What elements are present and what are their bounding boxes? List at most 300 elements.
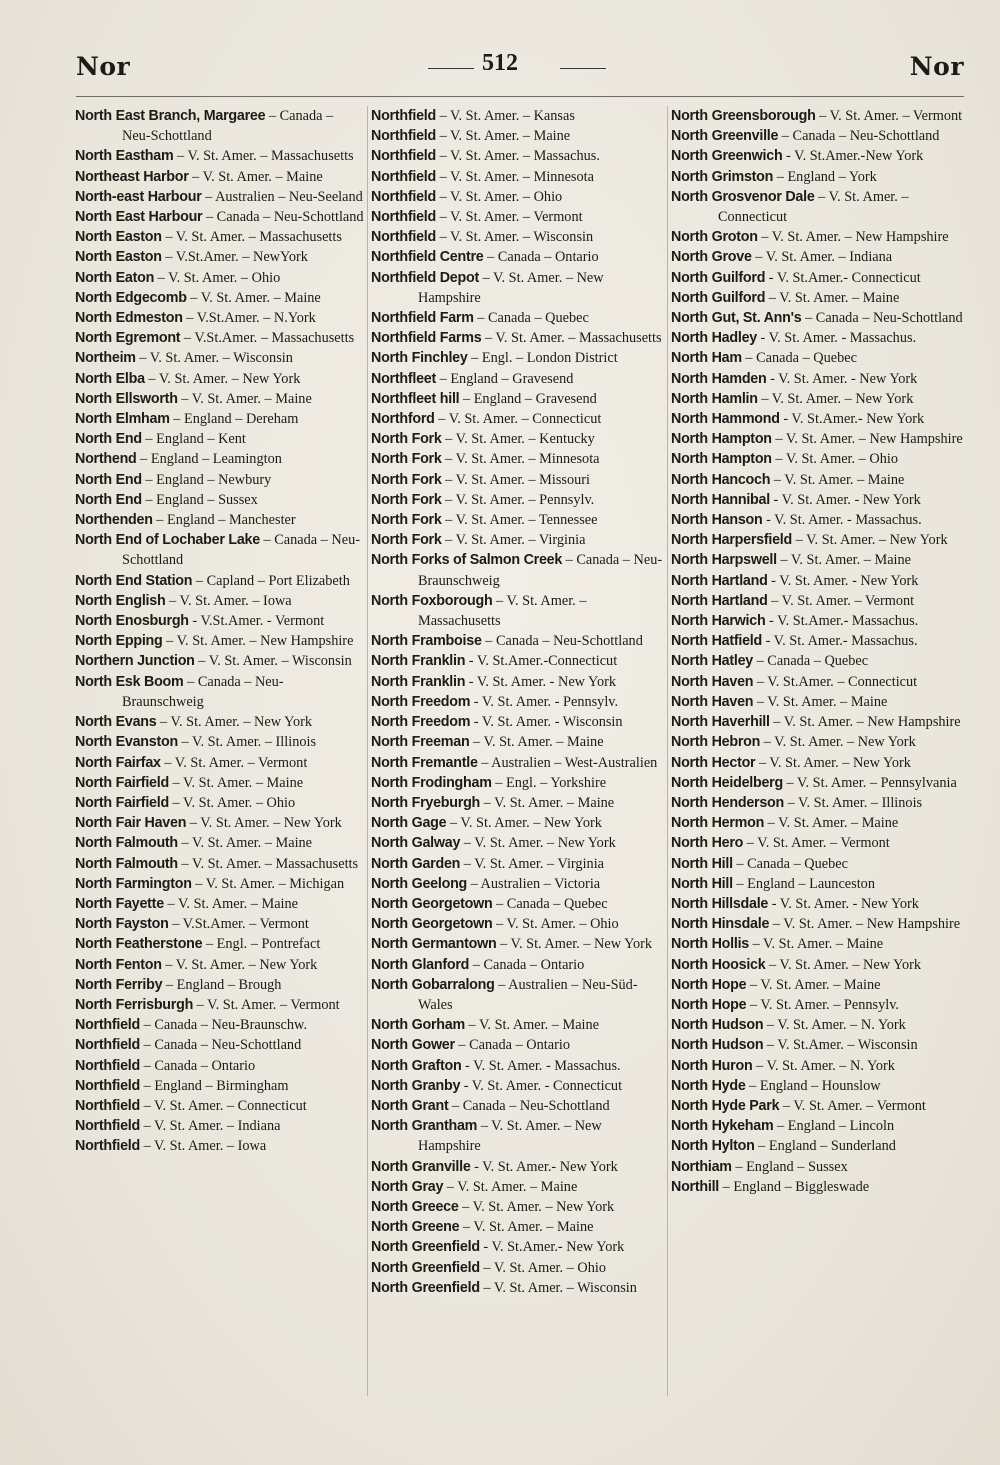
gazetteer-entry bbox=[371, 712, 664, 732]
place-location: – V. St. Amer. – Iowa bbox=[140, 1138, 267, 1155]
place-location: – V. St. Amer. – Pennsylv. bbox=[441, 491, 595, 508]
place-name: North Esk Boom bbox=[75, 673, 184, 690]
place-location: – V. St. Amer. – New Hampshire bbox=[418, 269, 604, 306]
place-name: North Finchley bbox=[371, 350, 468, 367]
place-name: North Ferrisburgh bbox=[75, 996, 194, 1013]
gazetteer-entry bbox=[671, 874, 969, 894]
place-name: North Harpersfield bbox=[671, 532, 793, 549]
gazetteer-entry bbox=[371, 753, 664, 773]
place-name: North Hinsdale bbox=[671, 916, 770, 933]
place-name: North Glanford bbox=[371, 956, 470, 973]
gazetteer-entry bbox=[371, 1116, 664, 1156]
place-name: North Hatley bbox=[671, 653, 753, 670]
place-name: North End bbox=[75, 431, 142, 448]
gazetteer-entry bbox=[371, 1177, 664, 1197]
place-location: – Canada – Neu-Schottland bbox=[122, 108, 334, 145]
place-name: North Gorham bbox=[371, 1017, 465, 1034]
place-name: North Heidelberg bbox=[671, 774, 783, 791]
place-location: – Canada – Neu-Schottland bbox=[778, 128, 940, 145]
place-name: North Guilford bbox=[671, 289, 766, 306]
place-name: North Hermon bbox=[671, 815, 765, 832]
place-name: Northfield bbox=[75, 1017, 141, 1034]
gazetteer-entry bbox=[371, 874, 664, 894]
place-name: North Granby bbox=[371, 1077, 461, 1094]
place-name: North Greenwich bbox=[671, 148, 783, 165]
place-location: – V. St. Amer. – Maine bbox=[177, 835, 313, 852]
place-location: - V. St. Amer. - New York bbox=[767, 572, 919, 589]
gazetteer-entry bbox=[671, 530, 969, 550]
place-location: – V. St. Amer. – Maine bbox=[459, 1219, 594, 1236]
column-divider bbox=[667, 106, 668, 1396]
gazetteer-entry bbox=[75, 854, 365, 874]
place-location: – V. St. Amer. – Maine bbox=[177, 390, 312, 407]
gazetteer-entry bbox=[75, 813, 365, 833]
place-location: – V. St. Amer. – Vermont bbox=[815, 108, 963, 124]
place-location: – Canada – Neu-Braunschweig bbox=[122, 673, 284, 710]
place-location: - V. St.Amer.- Massachus. bbox=[765, 613, 919, 630]
gazetteer-entry bbox=[371, 530, 664, 550]
place-name: North Hancoch bbox=[671, 471, 771, 488]
place-name: North Hector bbox=[671, 754, 756, 771]
place-name: Northeast Harbor bbox=[75, 168, 189, 185]
place-name: North Hudson bbox=[671, 1037, 764, 1054]
gazetteer-entry bbox=[671, 268, 969, 288]
place-name: North Fork bbox=[371, 471, 442, 488]
place-location: – Canada – Neu-Schottland bbox=[448, 1097, 610, 1114]
running-head-left: Nor bbox=[76, 52, 131, 81]
place-name: North End Station bbox=[75, 572, 193, 589]
gazetteer-entry bbox=[671, 288, 969, 308]
place-location: – Canada – Ontario bbox=[454, 1037, 570, 1054]
gazetteer-entry bbox=[75, 611, 365, 631]
place-name: North Franklin bbox=[371, 653, 466, 670]
place-location: – England – Leamington bbox=[136, 451, 282, 468]
place-name: North Hampton bbox=[671, 431, 772, 448]
gazetteer-entry bbox=[671, 348, 969, 368]
gazetteer-entry bbox=[75, 1015, 365, 1035]
place-name: North Haven bbox=[671, 693, 754, 710]
gazetteer-entry bbox=[671, 672, 969, 692]
place-name: North Geelong bbox=[371, 875, 468, 892]
place-name: Northfield bbox=[75, 1118, 141, 1135]
place-location: – V. St. Amer. – New Hampshire bbox=[771, 431, 963, 448]
gazetteer-entry bbox=[75, 449, 365, 469]
place-location: – V. St. Amer. – Maine bbox=[770, 471, 905, 488]
gazetteer-entry bbox=[75, 530, 365, 570]
place-name: North Gray bbox=[371, 1178, 444, 1195]
gazetteer-entry bbox=[671, 854, 969, 874]
place-name: Northfield bbox=[371, 108, 437, 124]
place-location: – V. St. Amer. – Maine bbox=[765, 289, 900, 306]
place-location: – V. St. Amer. – New Hampshire bbox=[757, 229, 949, 246]
place-name: North Greenville bbox=[671, 128, 779, 145]
gazetteer-entry bbox=[371, 348, 664, 368]
place-location: - V. St. Amer. - Massachus. bbox=[756, 330, 917, 347]
gazetteer-entry bbox=[371, 793, 664, 813]
gazetteer-entry bbox=[75, 510, 365, 530]
place-location: – Canada – Neu-Schottland bbox=[122, 532, 360, 569]
gazetteer-entry bbox=[371, 1237, 664, 1257]
gazetteer-entry bbox=[75, 409, 365, 429]
gazetteer-entry bbox=[371, 328, 664, 348]
gazetteer-entry bbox=[371, 167, 664, 187]
gazetteer-entry bbox=[75, 207, 365, 227]
place-name: North Foxborough bbox=[371, 592, 493, 609]
place-location: – V. St. Amer. – New York bbox=[792, 532, 948, 549]
place-location: – V.St.Amer. – Massachusetts bbox=[180, 330, 355, 347]
place-name: North Ham bbox=[671, 350, 742, 367]
place-location: – England – Hounslow bbox=[745, 1077, 881, 1094]
place-location: – V. St. Amer. – New York bbox=[156, 714, 313, 731]
place-name: North Hadley bbox=[671, 330, 757, 347]
place-location: – V. St. Amer. – New York bbox=[460, 835, 616, 852]
gazetteer-entry bbox=[671, 1177, 969, 1197]
place-location: – V. St. Amer. – Vermont bbox=[767, 592, 915, 609]
place-name: North Farmington bbox=[75, 875, 192, 892]
gazetteer-entry bbox=[671, 712, 969, 732]
place-location: – V. St.Amer. – Wisconsin bbox=[763, 1037, 918, 1054]
place-name: North Fryeburgh bbox=[371, 794, 481, 811]
place-location: – Canada – Quebec bbox=[753, 653, 869, 670]
gazetteer-entry bbox=[75, 1116, 365, 1136]
place-name: North Gut, St. Ann's bbox=[671, 310, 802, 327]
place-name: Northern Junction bbox=[75, 653, 195, 670]
place-location: – V. St. Amer. – Massachusetts bbox=[418, 592, 587, 630]
place-location: – V. St. Amer. – New York bbox=[161, 956, 318, 973]
place-name: North End bbox=[75, 491, 142, 508]
place-name: North Fairfax bbox=[75, 754, 161, 771]
place-location: – V. St. Amer. – New York bbox=[757, 390, 914, 407]
gazetteer-entry bbox=[75, 894, 365, 914]
place-location: – England – Gravesend bbox=[436, 370, 574, 387]
place-name: Northfield Farm bbox=[371, 310, 474, 327]
gazetteer-entry bbox=[371, 369, 664, 389]
place-location: – V. St. Amer. – New Hampshire bbox=[769, 916, 961, 933]
place-name: Northfleet hill bbox=[371, 390, 460, 407]
place-location: – V. St. Amer. – Maine bbox=[443, 1178, 578, 1195]
gazetteer-entry bbox=[75, 490, 365, 510]
gazetteer-entry bbox=[75, 1076, 365, 1096]
gazetteer-entry bbox=[75, 288, 365, 308]
place-location: – V. St. Amer. – Ohio bbox=[492, 916, 619, 933]
place-location: – England – Brough bbox=[162, 976, 282, 993]
place-name: North Georgetown bbox=[371, 916, 493, 933]
gazetteer-entry bbox=[371, 854, 664, 874]
gazetteer-entry bbox=[371, 631, 664, 651]
place-name: Northfield bbox=[75, 1097, 141, 1114]
place-name: North English bbox=[75, 592, 166, 609]
column-divider bbox=[367, 106, 368, 1396]
gazetteer-entry bbox=[371, 1217, 664, 1237]
place-location: – V. St. Amer. – Illinois bbox=[784, 794, 923, 811]
place-name: North Hope bbox=[671, 996, 747, 1013]
place-location: - V. St.Amer.- New York bbox=[479, 1239, 625, 1256]
place-location: – V. St. Amer. – Maine bbox=[764, 815, 899, 832]
place-name: Northfield Farms bbox=[371, 330, 482, 347]
place-location: - V. St. Amer.- New York bbox=[470, 1158, 618, 1175]
gazetteer-entry bbox=[75, 732, 365, 752]
place-location: – V. St. Amer. – Kentucky bbox=[441, 431, 595, 448]
place-location: - V. St. Amer. - Wisconsin bbox=[470, 714, 623, 731]
place-name: North Hatfield bbox=[671, 633, 763, 650]
gazetteer-entry bbox=[671, 591, 969, 611]
place-location: – Canada – Neu-Schottland bbox=[801, 310, 963, 327]
place-name: Northill bbox=[671, 1178, 720, 1195]
place-location: – V.St.Amer. – NewYork bbox=[161, 249, 308, 266]
place-name: North Freedom bbox=[371, 714, 471, 731]
place-name: North End bbox=[75, 471, 142, 488]
place-location: – Engl. – London District bbox=[467, 350, 618, 367]
place-name: North Gage bbox=[371, 815, 447, 832]
gazetteer-entry bbox=[371, 934, 664, 954]
gazetteer-entry bbox=[671, 470, 969, 490]
gazetteer-entry bbox=[671, 955, 969, 975]
place-location: – England – Launceston bbox=[732, 875, 875, 892]
gazetteer-entry bbox=[75, 369, 365, 389]
place-location: – Canada – Neu-Schottland bbox=[481, 633, 643, 650]
gazetteer-entry bbox=[75, 975, 365, 995]
place-name: North Ferriby bbox=[75, 976, 163, 993]
place-location: – V. St. Amer. – New Hampshire bbox=[418, 1118, 602, 1155]
place-location: - V. St. Amer. - Massachus. bbox=[762, 512, 922, 529]
place-name: North Germantown bbox=[371, 936, 497, 953]
place-location: – Canada – Neu-Schottland bbox=[140, 1037, 302, 1054]
place-location: – V. St. Amer. – Connecticut bbox=[434, 411, 602, 428]
place-name: North Greenfield bbox=[371, 1239, 480, 1256]
place-name: North Hampton bbox=[671, 451, 772, 468]
place-location: – England – Gravesend bbox=[459, 390, 597, 407]
place-location: – V. St. Amer. – Massachus. bbox=[436, 148, 600, 165]
place-name: North Freeman bbox=[371, 734, 470, 751]
gazetteer-entry bbox=[75, 914, 365, 934]
gazetteer-entry bbox=[671, 773, 969, 793]
gazetteer-entry bbox=[371, 1096, 664, 1116]
gazetteer-entry bbox=[671, 894, 969, 914]
place-location: – Capland – Port Elizabeth bbox=[192, 572, 350, 589]
place-location: – V. St. Amer. – Indiana bbox=[751, 249, 893, 266]
gazetteer-entry bbox=[371, 268, 664, 308]
place-name: Northfield bbox=[371, 188, 437, 205]
place-name: North Fayette bbox=[75, 895, 164, 912]
place-name: North Framboise bbox=[371, 633, 482, 650]
gazetteer-entry bbox=[371, 732, 664, 752]
gazetteer-entry bbox=[671, 914, 969, 934]
place-location: – V.St.Amer. – N.York bbox=[182, 310, 316, 327]
place-location: – V. St. Amer. – Virginia bbox=[460, 855, 605, 872]
gazetteer-entry bbox=[371, 1035, 664, 1055]
place-location: – Australien – West-Australien bbox=[477, 754, 658, 771]
gazetteer-entry bbox=[371, 591, 664, 631]
gazetteer-entry bbox=[371, 490, 664, 510]
place-name: North Fremantle bbox=[371, 754, 478, 771]
place-name: North Hoosick bbox=[671, 956, 766, 973]
gazetteer-entry bbox=[75, 268, 365, 288]
entry-column-1 bbox=[75, 106, 365, 1157]
gazetteer-entry bbox=[671, 247, 969, 267]
gazetteer-entry bbox=[371, 510, 664, 530]
gazetteer-entry bbox=[371, 449, 664, 469]
place-location: – V. St. Amer. – N. York bbox=[752, 1057, 895, 1074]
place-location: - V. St. Amer. - New York bbox=[465, 673, 617, 690]
gazetteer-entry bbox=[75, 328, 365, 348]
place-location: – England – Newbury bbox=[141, 471, 272, 488]
gazetteer-entry bbox=[371, 429, 664, 449]
place-location: - V.St.Amer. - Vermont bbox=[188, 613, 325, 630]
place-location: – V. St. Amer. – New York bbox=[144, 370, 301, 387]
place-location: – V. St. Amer. – New York bbox=[755, 754, 911, 771]
place-location: – V. St. Amer. – Maine bbox=[776, 552, 911, 569]
place-name: Northfield Centre bbox=[371, 249, 484, 266]
place-name: North Hyde Park bbox=[671, 1097, 780, 1114]
gazetteer-entry bbox=[671, 753, 969, 773]
place-name: North Hill bbox=[671, 875, 733, 892]
place-name: North Fork bbox=[371, 491, 442, 508]
gazetteer-entry bbox=[75, 672, 365, 712]
gazetteer-entry bbox=[671, 187, 969, 227]
place-location: – V. St. Amer. – Massachusetts bbox=[161, 229, 342, 246]
place-name: North Enosburgh bbox=[75, 613, 189, 630]
place-location: - V. St. Amer. - New York bbox=[766, 370, 918, 387]
gazetteer-entry bbox=[75, 651, 365, 671]
gazetteer-entry bbox=[371, 894, 664, 914]
place-name: North Fork bbox=[371, 451, 442, 468]
gazetteer-entry bbox=[671, 732, 969, 752]
gazetteer-entry bbox=[371, 975, 664, 1015]
place-name: North Easton bbox=[75, 249, 162, 266]
gazetteer-entry bbox=[371, 1056, 664, 1076]
place-location: – V. St. Amer. – New York bbox=[765, 956, 922, 973]
place-name: North Huron bbox=[671, 1057, 753, 1074]
place-location: – V. St. Amer. – Wisconsin bbox=[479, 1279, 637, 1296]
place-name: Northford bbox=[371, 411, 435, 428]
place-name: North Frodingham bbox=[371, 774, 492, 791]
place-name: North Haverhill bbox=[671, 714, 770, 731]
place-name: North Hartland bbox=[671, 572, 768, 589]
place-location: – V. St. Amer. – Maine bbox=[464, 1017, 600, 1034]
place-name: Northend bbox=[75, 451, 137, 468]
gazetteer-entry bbox=[671, 793, 969, 813]
place-name: North Hannibal bbox=[671, 491, 770, 508]
place-location: - V. St.Amer.- Connecticut bbox=[765, 269, 921, 286]
place-name: North Haven bbox=[671, 673, 754, 690]
place-location: – V.St.Amer. – Vermont bbox=[168, 916, 309, 933]
gazetteer-entry bbox=[371, 146, 664, 166]
place-name: North Hill bbox=[671, 855, 733, 872]
place-location: – V. St. Amer. – Massachusetts bbox=[173, 148, 354, 165]
place-location: – V. St. Amer. – Iowa bbox=[165, 592, 292, 609]
gazetteer-entry bbox=[671, 611, 969, 631]
place-location: – V. St. Amer. – Maine bbox=[480, 794, 615, 811]
place-name: North Forks of Salmon Creek bbox=[371, 552, 563, 569]
place-name: Northfield bbox=[75, 1037, 141, 1054]
place-name: North Grant bbox=[371, 1097, 449, 1114]
place-location: – V. St. Amer. – Minnesota bbox=[441, 451, 600, 468]
gazetteer-entry bbox=[75, 389, 365, 409]
place-name: North Galway bbox=[371, 835, 461, 852]
header-rule bbox=[76, 96, 964, 97]
place-name: North Fair Haven bbox=[75, 815, 187, 832]
gazetteer-entry bbox=[671, 631, 969, 651]
place-location: – V. St. Amer. – Missouri bbox=[441, 471, 591, 488]
place-name: North Garden bbox=[371, 855, 461, 872]
place-name: North Hudson bbox=[671, 1017, 764, 1034]
gazetteer-entry bbox=[75, 591, 365, 611]
gazetteer-entry bbox=[671, 1076, 969, 1096]
place-name: North Grantham bbox=[371, 1118, 478, 1135]
place-name: Northfield bbox=[371, 168, 437, 185]
place-name: North Evans bbox=[75, 714, 157, 731]
place-name: Northfield bbox=[371, 148, 437, 165]
gazetteer-entry bbox=[75, 874, 365, 894]
gazetteer-entry bbox=[371, 1197, 664, 1217]
place-name: North Hanson bbox=[671, 512, 763, 529]
place-name: North Fairfield bbox=[75, 774, 169, 791]
gazetteer-entry bbox=[75, 247, 365, 267]
gazetteer-entry bbox=[671, 550, 969, 570]
place-location: – England – Sussex bbox=[731, 1158, 848, 1175]
place-name: North Harwich bbox=[671, 613, 766, 630]
place-location: – V. St. Amer. – New York bbox=[446, 815, 602, 832]
place-location: – V. St. Amer. – Maine bbox=[188, 168, 323, 185]
place-name: North Fayston bbox=[75, 916, 169, 933]
gazetteer-entry bbox=[671, 1096, 969, 1116]
place-name: North Gobarralong bbox=[371, 976, 495, 993]
place-name: North Franklin bbox=[371, 673, 466, 690]
gazetteer-entry bbox=[371, 651, 664, 671]
place-name: North Guilford bbox=[671, 269, 766, 286]
gazetteer-entry bbox=[671, 571, 969, 591]
place-location: – V. St. Amer. – Maine bbox=[436, 128, 571, 145]
gazetteer-entry bbox=[671, 1136, 969, 1156]
place-name: Northenden bbox=[75, 512, 153, 529]
place-name: North Hamden bbox=[671, 370, 767, 387]
gazetteer-entry bbox=[671, 409, 969, 429]
place-location: – V. St. Amer. – Ohio bbox=[479, 1259, 606, 1276]
place-name: North Grafton bbox=[371, 1057, 462, 1074]
place-location: – V. St. Amer. – Indiana bbox=[140, 1118, 281, 1135]
gazetteer-entry bbox=[671, 1056, 969, 1076]
place-name: North Evanston bbox=[75, 734, 178, 751]
gazetteer-entry bbox=[671, 692, 969, 712]
place-name: North Eaton bbox=[75, 269, 155, 286]
place-location: – V. St. Amer. – New York bbox=[186, 815, 342, 832]
place-name: Northfield bbox=[371, 128, 437, 145]
place-name: North Falmouth bbox=[75, 855, 178, 872]
place-name: Northfield bbox=[75, 1057, 141, 1074]
place-name: North Hamlin bbox=[671, 390, 758, 407]
place-location: – V. St. Amer. – Pennsylvania bbox=[782, 774, 957, 791]
gazetteer-entry bbox=[75, 571, 365, 591]
gazetteer-entry bbox=[371, 187, 664, 207]
place-name: North Fenton bbox=[75, 956, 162, 973]
place-location: – V. St. Amer. – Wisconsin bbox=[194, 653, 352, 670]
gazetteer-entry bbox=[75, 793, 365, 813]
place-name: North Edgecomb bbox=[75, 289, 187, 306]
header-dash-right bbox=[560, 68, 606, 69]
gazetteer-entry bbox=[75, 1035, 365, 1055]
gazetteer-entry bbox=[75, 934, 365, 954]
place-location: – V. St. Amer. – Illinois bbox=[177, 734, 317, 751]
place-name: Northeim bbox=[75, 350, 136, 367]
place-location: – England – Sussex bbox=[141, 491, 258, 508]
gazetteer-entry bbox=[75, 1096, 365, 1116]
place-location: – V. St. Amer. – Vermont bbox=[160, 754, 308, 771]
gazetteer-entry bbox=[371, 955, 664, 975]
place-location: – V. St. Amer. – Virginia bbox=[441, 532, 586, 549]
place-name: North Georgetown bbox=[371, 895, 493, 912]
gazetteer-entry bbox=[371, 106, 664, 126]
gazetteer-entry bbox=[75, 995, 365, 1015]
